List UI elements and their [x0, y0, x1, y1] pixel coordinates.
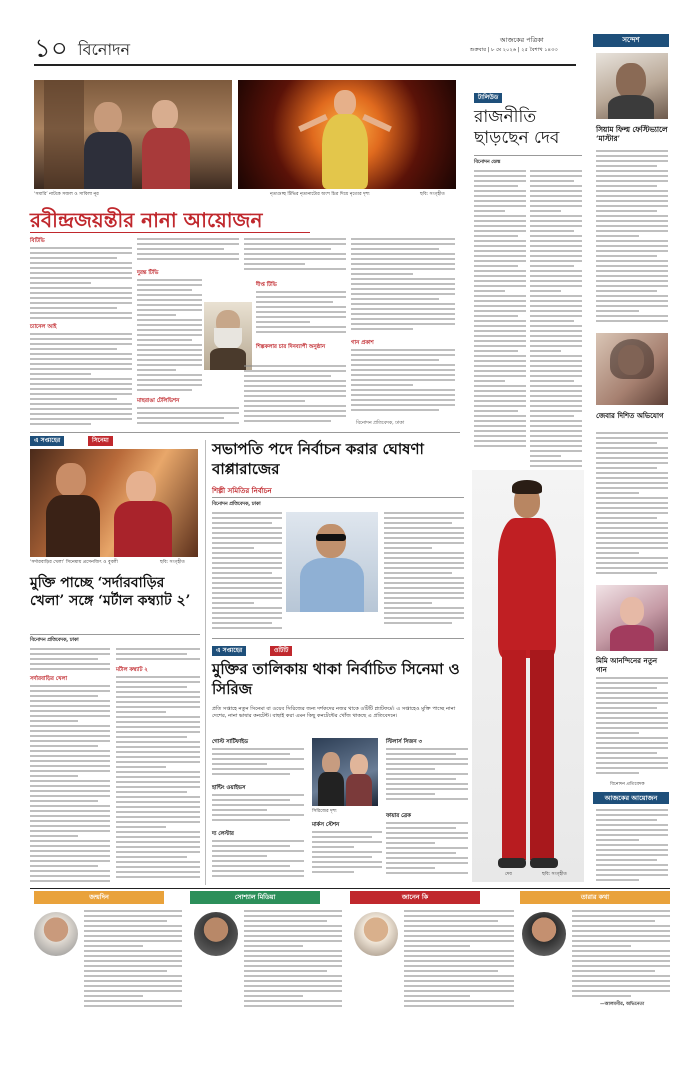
cinema-photo-caption: ‘সর্দারবাড়ির খেলা’ সিনেমায় প্রসেনজিৎ ও বুবলী	[30, 560, 118, 565]
lead-sub-btv: বিটিভি	[30, 238, 45, 244]
association-kicker: শিল্পী সমিতির নির্বাচন	[212, 487, 272, 495]
lead-sub-channel-i: চ্যানেল আই	[30, 324, 57, 330]
ott-item-4: ফায়ার ব্রেক	[386, 813, 411, 819]
lead-col4-text-2	[351, 349, 455, 421]
tagore-portrait	[204, 302, 252, 370]
sidebar-photo-1	[596, 53, 668, 119]
bottom-text-birthday	[84, 910, 182, 1010]
cinema-byline: বিনোদন প্রতিবেদক, ঢাকা	[30, 638, 79, 643]
sidebar-title: সন্দেশ	[593, 34, 669, 47]
lead-col1-text-2	[30, 333, 132, 429]
lead-col3-text-1	[244, 238, 346, 276]
cinema-tag-right: সিনেমা	[88, 436, 113, 446]
ott-item-5: দ্য লেস্টার	[212, 831, 234, 837]
bottom-avatar-starquote	[522, 912, 566, 956]
cinema-col1-text-1	[30, 648, 110, 674]
cinema-rule	[30, 634, 200, 635]
sidebar-text-2	[596, 432, 668, 582]
top-photo-credit: ছবি: সংগৃহীত	[420, 192, 445, 197]
lead-col3-text-3	[244, 365, 346, 429]
bottom-tab-starquote: তারার কথা	[520, 891, 670, 904]
association-col1-text	[212, 512, 282, 632]
cinema-tag-left: এ সপ্তাহের	[30, 436, 64, 446]
lead-sub-deepto: দীপ্ত টিভি	[256, 282, 277, 288]
cinema-divider	[205, 440, 206, 885]
cinema-col2-text-2	[116, 676, 200, 885]
sidebar-byline: বিনোদন প্রতিবেদক	[610, 782, 645, 787]
bottom-avatar-social	[194, 912, 238, 956]
lead-bottom-rule	[30, 432, 460, 433]
association-col2-text	[384, 512, 464, 630]
ott-item-2-text	[386, 748, 468, 808]
ott-item-1: গোস্ট সার্টিফাইড	[212, 739, 248, 745]
sidebar-event-title: আজকের আয়োজন	[593, 792, 669, 804]
lead-sub-song: গান প্রকাশ	[351, 340, 374, 346]
tallywood-byline: বিনোদন ডেস্ক	[474, 160, 501, 165]
ott-item-6: মার্কস স্টেশন	[312, 822, 340, 828]
lead-sub-duronto: দুরন্ত টিভি	[137, 270, 159, 276]
sidebar-photo-2	[596, 333, 668, 405]
lead-col1-text-1	[30, 247, 132, 323]
ott-headline: মুক্তির তালিকায় থাকা নির্বাচিত সিনেমা ও সিরিজ	[212, 660, 460, 698]
tallywood-col2-text	[530, 170, 582, 480]
lead-sub-maasranga: মাছরাঙা টেলিভিশন	[137, 398, 180, 404]
sidebar-event-text	[596, 809, 668, 885]
sidebar-text-3	[596, 677, 668, 787]
sidebar-text-1	[596, 150, 668, 330]
tallywood-col1-text	[474, 170, 526, 455]
sidebar-photo-3	[596, 585, 668, 651]
lead-col2-text-2	[137, 279, 202, 397]
bottom-text-didyouknow	[404, 910, 514, 1010]
ott-photo-caption: সিরিজের দৃশ্য	[312, 809, 337, 814]
bottom-avatar-didyouknow	[354, 912, 398, 956]
lead-col2-text-1	[137, 238, 239, 268]
top-photo-dance	[238, 80, 456, 189]
lead-col3-text-2	[256, 291, 346, 341]
date-line: শুক্রবার | ৮ মে ২০২৬ | ২৫ বৈশাখ ১৪৩৩	[470, 47, 558, 53]
dev-photo-caption: দেব	[505, 872, 512, 877]
dev-photo	[472, 470, 584, 882]
lead-col2-text-3	[137, 407, 239, 429]
bottom-tab-didyouknow: জানেন কি	[350, 891, 480, 904]
lead-rule	[30, 232, 310, 233]
cinema-sub-mortal: মর্টাল কম্ব্যাট ২	[116, 667, 148, 673]
association-rule	[212, 497, 464, 498]
bottom-text-starquote	[572, 910, 670, 1000]
sidebar-headline-3: মিমি আনন্দিনের নতুন গান	[596, 656, 658, 675]
bottom-tab-birthday: জন্মদিন	[34, 891, 164, 904]
section-title: বিনোদন	[78, 40, 131, 59]
bottom-rule	[30, 888, 670, 889]
dev-photo-credit: ছবি: সংগৃহীত	[542, 872, 567, 877]
cinema-headline: মুক্তি পাচ্ছে ‘সর্দারবাড়ির খেলা’ সঙ্গে ‘মর্টাল কম্ব্যাট ২’	[30, 575, 191, 609]
top-photo-right-caption: নৃত্যগুচ্ছ টিভির নৃত্যনাট্যের অংশ চিত্র দিয়ে নৃত্যের দৃশ্য	[270, 192, 370, 197]
ott-tag-left: এ সপ্তাহের	[212, 646, 246, 656]
cinema-sub-sardarbari: সর্দারবাড়ির খেলা	[30, 676, 68, 682]
tallywood-headline: রাজনীতি ছাড়ছেন দেব	[474, 107, 560, 149]
lead-col4-text-1	[351, 238, 455, 338]
header-rule	[34, 64, 576, 66]
cinema-photo	[30, 449, 198, 557]
ott-item-1-text	[212, 748, 304, 780]
lead-headline: রবীন্দ্রজয়ন্তীর নানা আয়োজন	[30, 208, 263, 232]
top-photo-drama	[34, 80, 232, 189]
sidebar-headline-1: সিয়াম ফিল্ম ফেস্টিভ্যালে ‘মাস্টার’	[596, 125, 668, 144]
lead-byline: বিনোদন প্রতিবেদক, ঢাকা	[356, 421, 405, 426]
sidebar-headline-2: জেবার দিশিত অভিযোগ	[596, 411, 664, 420]
association-byline: বিনোদন প্রতিবেদক, ঢাকা	[212, 502, 261, 507]
ott-item-2: স্টিলার্স সিজন ৩	[386, 739, 422, 745]
page-number: ১০	[34, 34, 68, 64]
ott-item-3-text	[212, 794, 304, 826]
ott-photo	[312, 738, 378, 806]
ott-item-4-text	[386, 822, 468, 882]
association-headline: সভাপতি পদে নির্বাচন করার ঘোষণা বাপ্পারাজের	[212, 440, 424, 478]
ott-item-5-text	[212, 840, 304, 884]
bottom-avatar-birthday	[34, 912, 78, 956]
ott-item-6-text	[312, 831, 382, 883]
cinema-photo-credit: ছবি: সংগৃহীত	[160, 560, 185, 565]
top-photo-left-caption: ‘সমারি’ নাটকে সজল ও সাবিলা নূর	[34, 192, 99, 197]
lead-sub-shilpakala: শিল্পকলার চার দিনব্যাপী অনুষ্ঠান	[256, 344, 326, 350]
tallywood-label: টালিউড	[474, 93, 502, 103]
bottom-text-social	[244, 910, 342, 1010]
cinema-col2-text-1	[116, 648, 200, 664]
cinema-col1-text-2	[30, 685, 110, 885]
tallywood-rule	[474, 155, 582, 156]
bottom-tab-social: সোশ্যাল মিডিয়া	[190, 891, 320, 904]
starquote-credit: —আলমগীর, অভিনেতা	[600, 1002, 645, 1007]
paper-name: আজকের পত্রিকা	[500, 36, 544, 44]
ott-tag-right: ওটিটি	[270, 646, 292, 656]
ott-intro: প্রতি সপ্তাহে নতুন সিনেমা বা ওয়েব সিরিজের জন্য দর্শকদের নজর থাকে ওটিটি প্ল্যাটফর্মে। এ সপ্তাহেও মুক্তি পাচ্ছে নানা দেশের, নানা ভাষার কনটেন্ট। বাছাই করা এমন কিছু কনটেন্টের খোঁজ থাকছে এ প্রতিবেদনে।	[212, 706, 456, 720]
ott-item-3: হান্টিং ওয়াইভস	[212, 785, 246, 791]
bappyraj-photo	[286, 512, 378, 612]
association-bottom-rule	[212, 638, 464, 639]
